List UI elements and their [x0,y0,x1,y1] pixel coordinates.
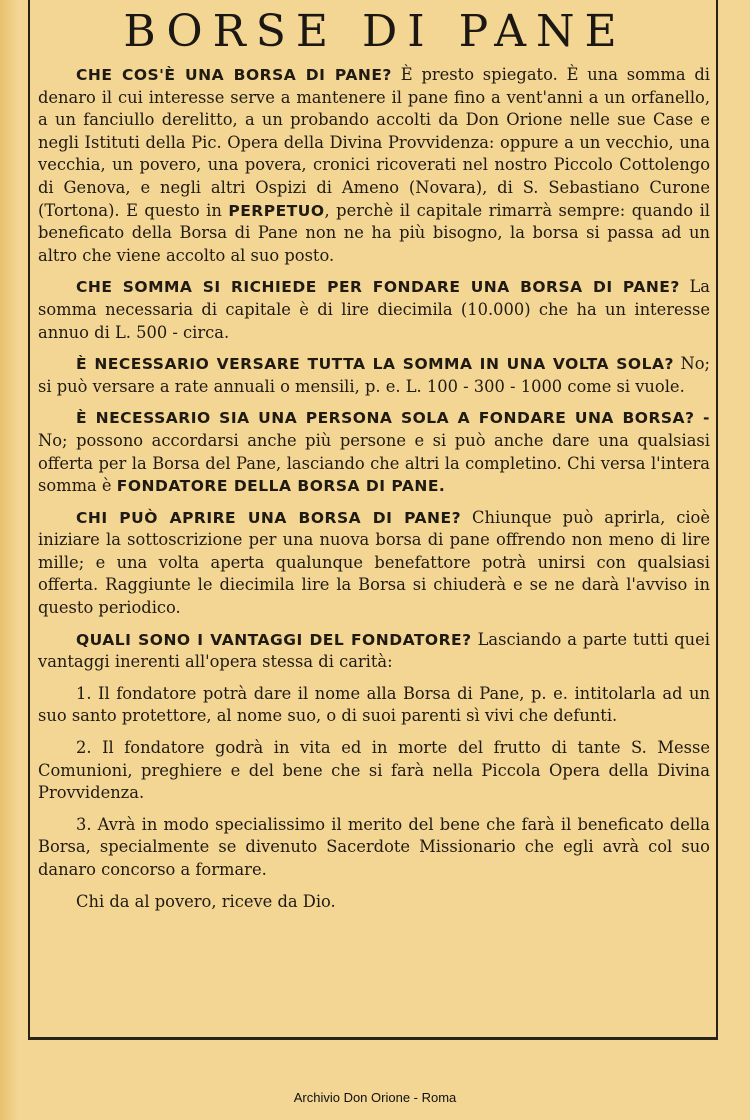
question-heading: CHE SOMMA SI RICHIEDE PER FONDARE UNA BORSA DI PANE? [76,278,680,297]
question-heading: QUALI SONO I VANTAGGI DEL FONDATORE? [76,630,472,649]
question-heading: CHE COS'È UNA BORSA DI PANE? [76,66,392,84]
article-body [38,64,710,922]
list-item-2: 2. Il fondatore godrà in vita ed in morte del frutto di tante S. Messe Comunioni, preghiere e del bene che si farà nella Piccola Opera della Divina Provvidenza. [38,738,710,803]
list-item-1: 1. Il fondatore potrà dare il nome alla Borsa di Pane, p. e. intitolarla ad un suo santo protettore, al nome suo, o di suoi parenti sì vivi che defunti. [38,683,710,726]
answer-text: La somma necessaria di capitale è di lire diecimila (10.000) che ha un interesse annuo di L. 500 - circa. [38,277,710,342]
list-item-3: 3. Avrà in modo specialissimo il merito del bene che farà il beneficato della Borsa, specialmente se divenuto Sacerdote Missionario che egli avrà col suo danaro concorso a formare. [38,814,710,879]
paragraph-advantages [38,629,710,674]
question-heading: È NECESSARIO VERSARE TUTTA LA SOMMA IN UNA VOLTA SOLA? [76,355,674,374]
answer-text: Chiunque può aprirla, cioè iniziare la sottoscrizione per una nuova borsa di pane offrendo non meno di lire mille; e una volta aperta qualunque benefattore potrà unirsi con qualsiasi offerta. Raggiunte le diecimila lire la Borsa si chiuderà e se ne darà l'avviso in questo periodico. [38,507,710,618]
emphasis-text: PERPETUO [228,201,325,220]
paragraph-installments [38,353,710,398]
paragraph-what-is [38,64,710,267]
paragraph-amount [38,276,710,344]
question-heading: È NECESSARIO SIA UNA PERSONA SOLA A FONDARE UNA BORSA? - [76,409,710,428]
page-edge [0,0,18,1120]
closing-motto: Chi da al povero, riceve da Dio. [76,891,336,911]
paragraph-one-person [38,407,710,497]
answer-text: No; possono accordarsi anche più persone e si può anche dare una qualsiasi offerta per la Borsa del Pane, lasciando che altri la completino. Chi versa l'intera somma è [38,430,710,496]
archive-footer: Archivio Don Orione - Roma [293,1090,457,1105]
answer-text: Lasciando a parte tutti quei vantaggi inerenti all'opera stessa di carità: [38,629,710,672]
page-title: BORSE DI PANE [123,6,627,57]
emphasis-text: FONDATORE DELLA BORSA DI PANE. [116,477,446,496]
answer-text: , perchè il capitale rimarrà sempre: quando il beneficato della Borsa di Pane non ne ha più bisogno, la borsa si passa ad un altro che viene accolto al suo posto. [38,200,710,265]
answer-text: È presto spiegato. È una somma di denaro il cui interesse serve a mantenere il pane fino a vent'anni a un orfanello, a un fanciullo derelitto, a un probando accolti da Don Orione nelle sue Case e negli Istituti della Pic. Opera della Divina Provvidenza: oppure a un vecchio, una vecchia, un povero, una povera, cronici ricoverati nel nostro Piccolo Cottolengo di Genova, e negli altri Ospizi di Ameno (Novara), di S. Sebastiano Curone (Tortona). E questo in [38,65,710,220]
answer-text: No; si può versare a rate annuali o mensili, p. e. L. 100 - 300 - 1000 come si vuole. [38,354,710,396]
question-heading: CHI PUÒ APRIRE UNA BORSA DI PANE? [76,508,462,527]
paragraph-who-can-open [38,507,710,620]
